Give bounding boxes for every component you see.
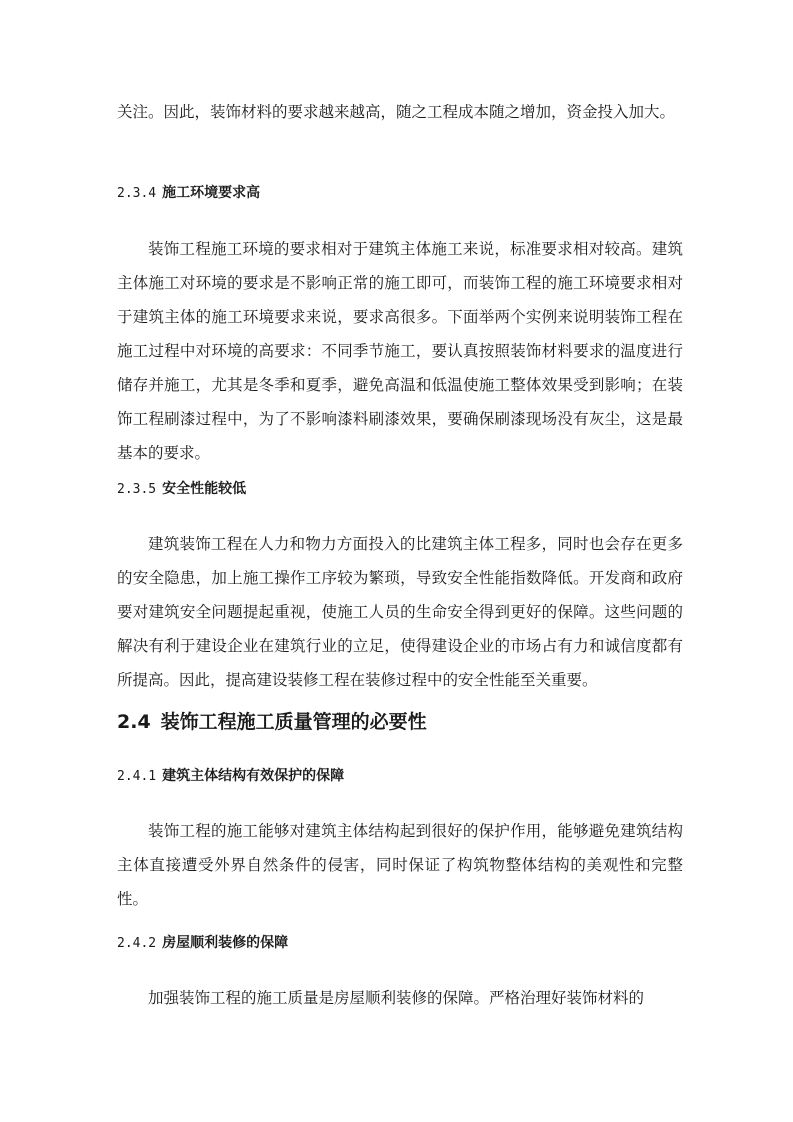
heading-2-4-2 (117, 933, 288, 954)
heading-title: 装饰工程施工质量管理的必要性 (160, 711, 427, 733)
heading-title: 建筑主体结构有效保护的保障 (162, 768, 345, 784)
document-page (117, 0, 683, 1122)
heading-title: 房屋顺利装修的保障 (162, 935, 289, 951)
heading-title: 施工环境要求高 (162, 185, 261, 201)
heading-number: 2.3.4 (117, 186, 157, 201)
heading-title: 安全性能较低 (162, 481, 247, 497)
heading-2-4 (117, 709, 427, 735)
heading-number: 2.4.1 (117, 769, 157, 784)
heading-number: 2.3.5 (117, 482, 157, 497)
heading-2-3-4 (117, 183, 260, 204)
paragraph-2-4-1: 装饰工程的施工能够对建筑主体结构起到很好的保护作用，能够避免建筑结构主体直接遭受外界自然条件的侵害，同时保证了构筑物整体结构的美观性和完整性。 (117, 822, 683, 908)
paragraph-intro: 关注。因此，装饰材料的要求越来越高，随之工程成本随之增加，资金投入加大。 (117, 103, 676, 121)
paragraph-2-3-4: 装饰工程施工环境的要求相对于建筑主体施工来说，标准要求相对较高。建筑主体施工对环境的要求是不影响正常的施工即可，而装饰工程的施工环境要求相对于建筑主体的施工环境要求来说，要求高很多。下面举两个实例来说明装饰工程在施工过程中对环境的高要求：不同季节施工，要认真按照装饰材料要求的温度进行储存并施工，尤其是冬季和夏季，避免高温和低温使施工整体效果受到影响；在装饰工程刷漆过程中，为了不影响漆料刷漆效果，要确保刷漆现场没有灰尘，这是最基本的要求。 (117, 240, 683, 462)
paragraph-2-3-5: 建筑装饰工程在人力和物力方面投入的比建筑主体工程多，同时也会存在更多的安全隐患，加上施工操作工序较为繁琐，导致安全性能指数降低。开发商和政府要对建筑安全问题提起重视，使施工人员的生命安全得到更好的保障。这些问题的解决有利于建设企业在建筑行业的立足，使得建设企业的市场占有力和诚信度都有所提高。因此，提高建设装修工程在装修过程中的安全性能至关重要。 (117, 535, 683, 689)
heading-number: 2.4 (117, 711, 151, 733)
heading-number: 2.4.2 (117, 936, 157, 951)
heading-2-3-5 (117, 479, 246, 500)
paragraph-2-4-2: 加强装饰工程的施工质量是房屋顺利装修的保障。严格治理好装饰材料的 (148, 989, 645, 1007)
heading-2-4-1 (117, 766, 344, 787)
